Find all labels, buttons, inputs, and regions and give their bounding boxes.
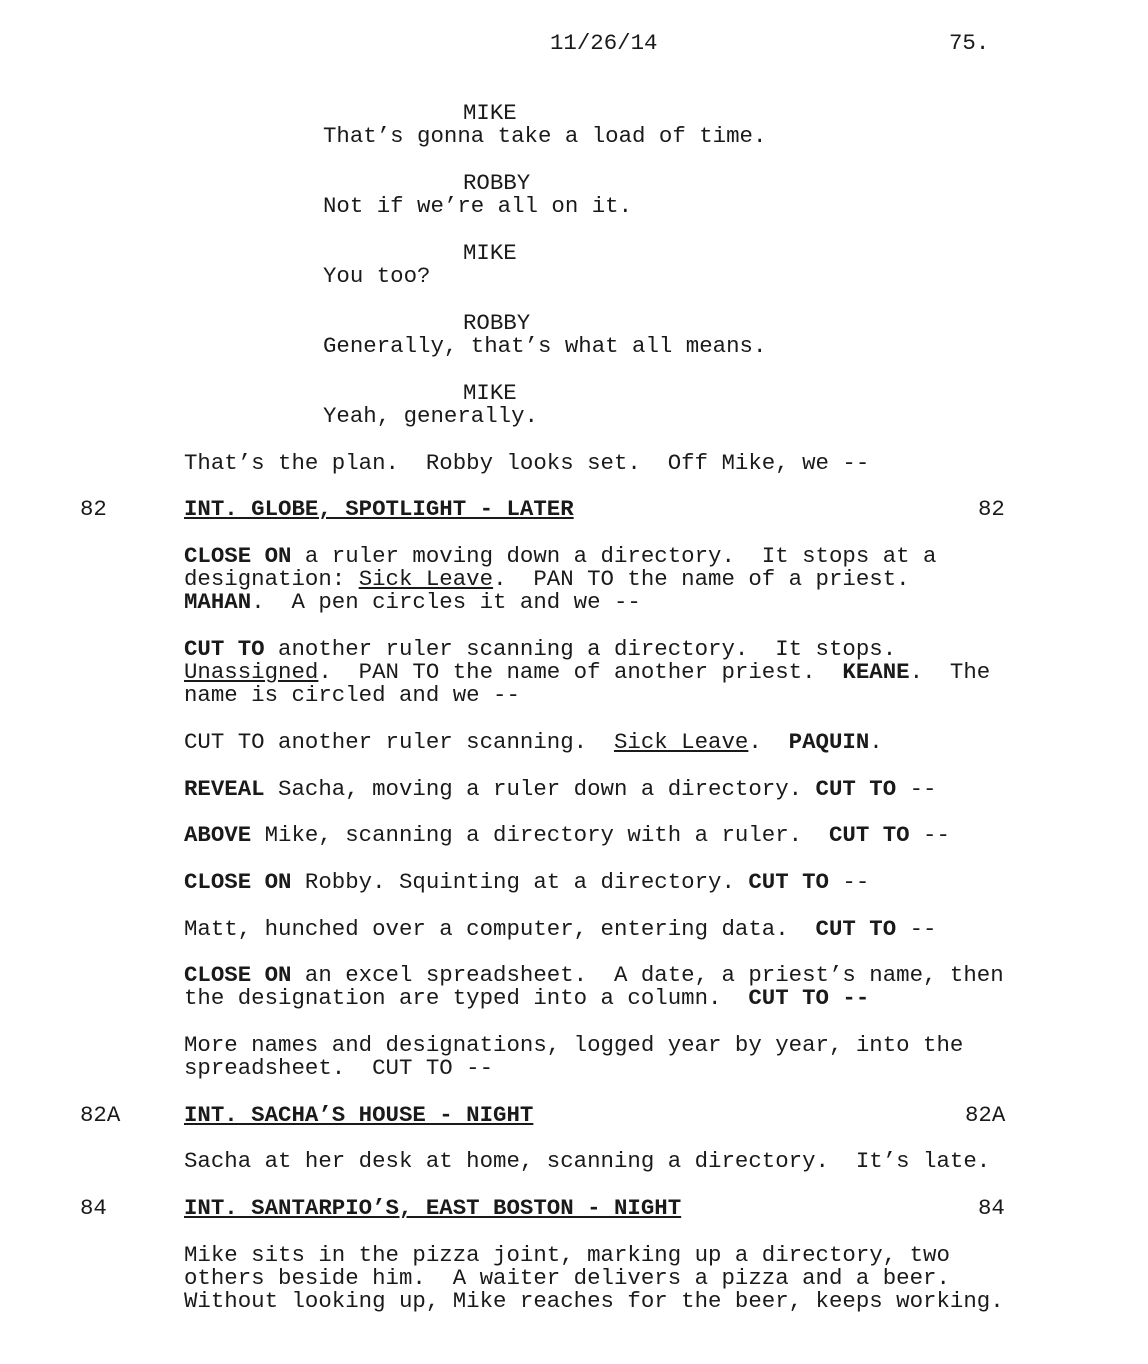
action-paragraph: CUT TO another ruler scanning a directory. It stops. Unassigned. PAN TO the name of another priest. KEANE. The name is circled and we -- <box>184 636 991 708</box>
page-number: 75. <box>949 30 990 56</box>
scene-heading: INT. SANTARPIO’S, EAST BOSTON - NIGHT <box>184 1195 682 1221</box>
action-paragraph: CLOSE ON an excel spreadsheet. A date, a priest’s name, then the designation are typed into a column. CUT TO -- <box>184 962 1004 1011</box>
dialogue-line: That’s gonna take a load of time. <box>323 123 767 149</box>
action-line: That’s the plan. Robby looks set. Off Mike, we -- <box>184 450 870 476</box>
dialogue-line: Not if we’re all on it. <box>323 193 633 219</box>
action-paragraph: REVEAL Sacha, moving a ruler down a directory. CUT TO -- <box>184 776 937 802</box>
scene-number-left: 84 <box>80 1195 107 1221</box>
scene-number-right: 84 <box>978 1195 1005 1221</box>
action-paragraph: Mike sits in the pizza joint, marking up a directory, two others beside him. A waiter delivers a pizza and a beer. Without looking up, Mike reaches for the beer, keeps working. <box>184 1242 1004 1314</box>
action-paragraph: More names and designations, logged year by year, into the spreadsheet. CUT TO -- <box>184 1032 964 1081</box>
character-name: ROBBY <box>463 170 531 196</box>
dialogue-line: Yeah, generally. <box>323 403 538 429</box>
character-name: MIKE <box>463 100 517 126</box>
scene-heading: INT. SACHA’S HOUSE - NIGHT <box>184 1102 534 1128</box>
action-paragraph: CLOSE ON a ruler moving down a directory. It stops at a designation: Sick Leave. PAN TO the name of a priest. MAHAN. A pen circles it and we -- <box>184 543 937 615</box>
scene-number-left: 82 <box>80 496 107 522</box>
revision-date: 11/26/14 <box>550 30 658 56</box>
scene-number-right: 82A <box>965 1102 1006 1128</box>
character-name: MIKE <box>463 380 517 406</box>
character-name: ROBBY <box>463 310 531 336</box>
scene-number-right: 82 <box>978 496 1005 522</box>
dialogue-line: Generally, that’s what all means. <box>323 333 767 359</box>
action-paragraph: CLOSE ON Robby. Squinting at a directory. CUT TO -- <box>184 869 870 895</box>
action-paragraph: CUT TO another ruler scanning. Sick Leave. PAQUIN. <box>184 729 883 755</box>
action-line: Sacha at her desk at home, scanning a directory. It’s late. <box>184 1148 991 1174</box>
character-name: MIKE <box>463 240 517 266</box>
scene-number-left: 82A <box>80 1102 121 1128</box>
action-paragraph: ABOVE Mike, scanning a directory with a ruler. CUT TO -- <box>184 822 950 848</box>
dialogue-line: You too? <box>323 263 431 289</box>
action-paragraph: Matt, hunched over a computer, entering data. CUT TO -- <box>184 916 937 942</box>
scene-heading: INT. GLOBE, SPOTLIGHT - LATER <box>184 496 574 522</box>
